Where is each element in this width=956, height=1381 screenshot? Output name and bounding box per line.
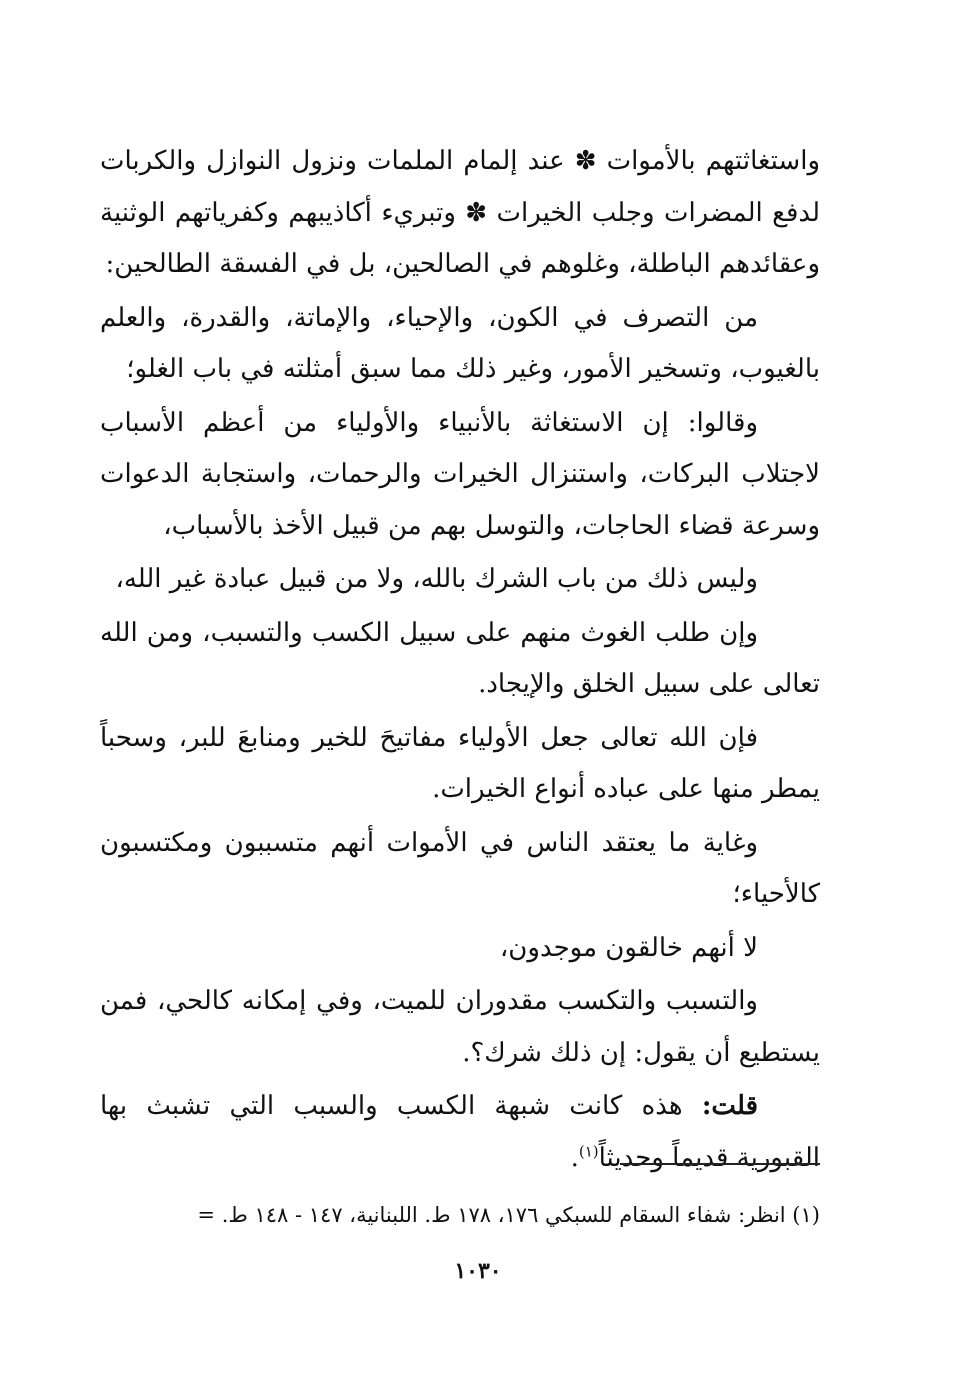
footnote: (١) انظر: شفاء السقام للسبكي ١٧٦، ١٧٨ ط. اللبنانية، ١٤٧ - ١٤٨ ط. = [197, 1203, 820, 1227]
footnote-reference: (١) [578, 1141, 599, 1160]
paragraph-8: لا أنهم خالقون موجدون، [499, 932, 758, 963]
paragraph-5: وإن طلب الغوث منهم على سبيل الكسب والتسبب، ومن الله تعالى على سبيل الخلق والإيجاد. [100, 617, 820, 699]
paragraph-3: وقالوا: إن الاستغاثة بالأنبياء والأولياء من أعظم الأسباب لاجتلاب البركات، واستنزال الخيرات والرحمات، واستجابة الدعوات وسرعة قضاء الحاجات، والتوسل بهم من قبيل الأخذ بالأسباب، [100, 407, 820, 541]
page-number: ١٠٣٠ [454, 1258, 502, 1284]
paragraph-7: وغاية ما يعتقد الناس في الأموات أنهم متسببون ومكتسبون كالأحياء؛ [100, 827, 820, 909]
paragraph-1: واستغاثتهم بالأموات ✽ عند إلمام الملمات ونزول النوازل والكربات لدفع المضرات وجلب الخيرات ✽ وتبريء أكاذيبهم وكفرياتهم الوثنية وعقائدهم الباطلة، وغلوهم في الصالحين، بل في الفسقة الطالحين: [100, 146, 820, 279]
paragraph-end: . [570, 1142, 579, 1173]
paragraph-2: من التصرف في الكون، والإحياء، والإماتة، والقدرة، والعلم بالغيوب، وتسخير الأمور، وغير ذلك مما سبق أمثلته في باب الغلو؛ [100, 302, 820, 384]
main-text [100, 136, 820, 1186]
footnote-separator [620, 1163, 820, 1165]
paragraph-text: هذه كانت شبهة الكسب والسبب التي تشبث بها القبورية قديماً وحديثاً [100, 1091, 820, 1173]
paragraph-4: وليس ذلك من باب الشرك بالله، ولا من قبيل عبادة غير الله، [115, 564, 758, 594]
paragraph-lead: قلت: [701, 1091, 758, 1121]
paragraph-6: فإن الله تعالى جعل الأولياء مفاتيحَ للخير ومنابعَ للبر، وسحباً يمطر منها على عباده أنواع الخيرات. [100, 722, 820, 804]
paragraph-10 [100, 1081, 820, 1184]
paragraph-9: والتسبب والتكسب مقدوران للميت، وفي إمكانه كالحي، فمن يستطيع أن يقول: إن ذلك شرك؟. [100, 986, 820, 1068]
